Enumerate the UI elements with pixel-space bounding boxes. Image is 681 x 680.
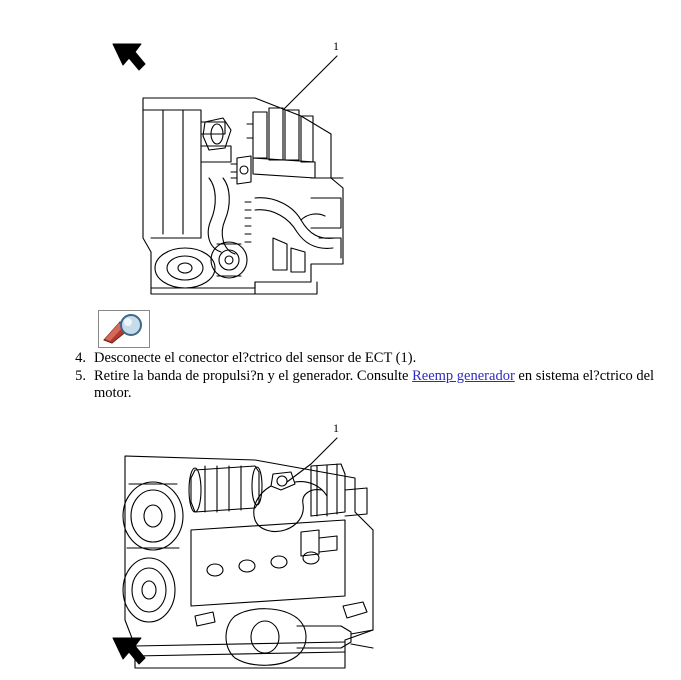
engine-block-sensor-illustration xyxy=(105,420,385,675)
list-item xyxy=(68,368,668,402)
figure-engine-block-sensor xyxy=(105,420,385,675)
step-text-before: Retire la banda de propulsi?n y el generador. Consulte xyxy=(94,368,413,384)
step-text xyxy=(94,368,668,402)
svg-text:1: 1 xyxy=(333,421,339,435)
step-number: 4. xyxy=(75,350,86,366)
magnifier-icon-container[interactable] xyxy=(98,310,150,348)
step-number: 5. xyxy=(75,368,86,384)
step-text xyxy=(94,350,668,367)
list-item xyxy=(68,350,668,367)
svg-text:1: 1 xyxy=(333,39,339,53)
link-reemp-generador[interactable]: Reemp generador xyxy=(412,368,515,384)
magnifier-icon[interactable] xyxy=(98,310,150,348)
figure-engine-ect-sensor xyxy=(105,38,365,296)
instruction-steps xyxy=(68,350,668,403)
step-text-after: en sistema el?ctrico del motor. xyxy=(94,368,655,401)
step-text-before: Desconecte el conector el?ctrico del sensor de ECT (1). xyxy=(94,350,417,366)
engine-ect-sensor-illustration xyxy=(105,38,365,296)
